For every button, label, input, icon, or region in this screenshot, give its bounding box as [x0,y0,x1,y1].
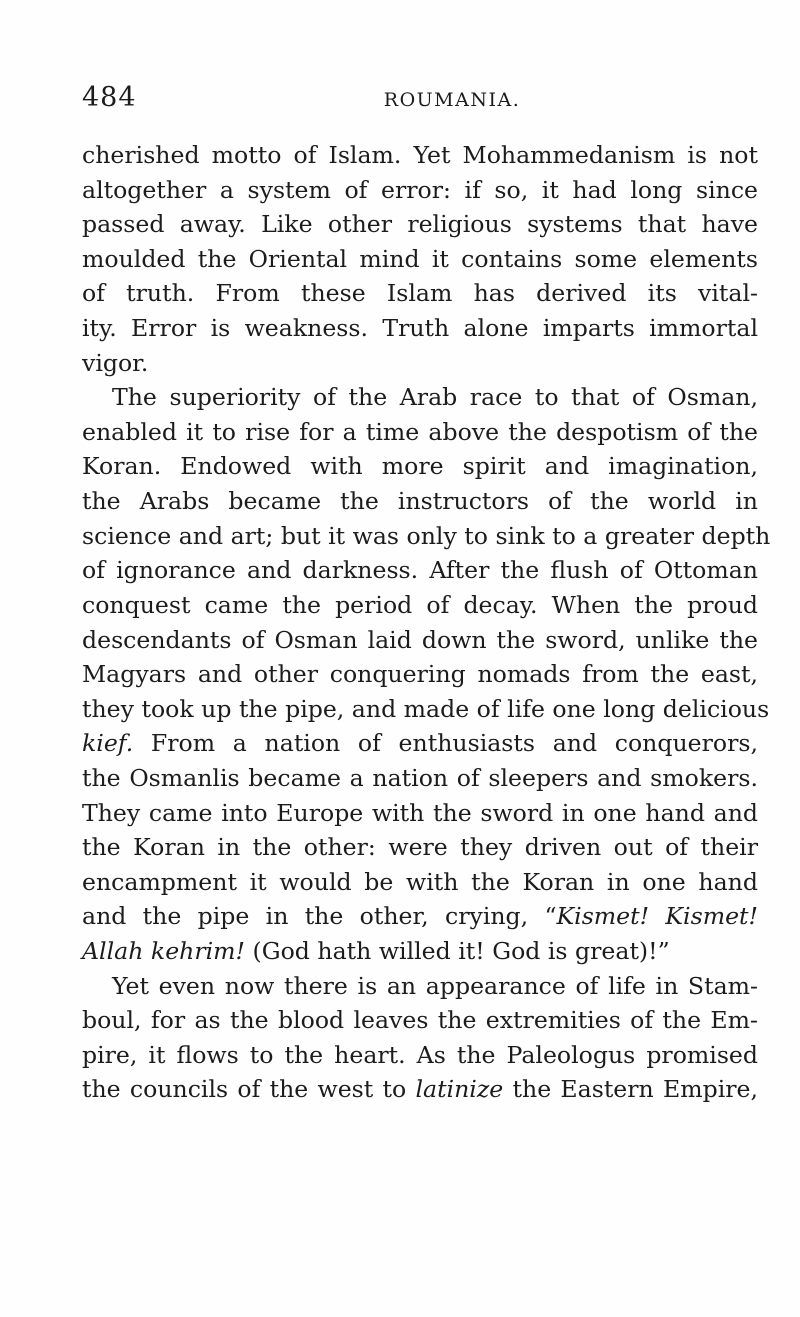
text-line: Magyars and other conquering nomads from the east, [82,660,758,689]
text-line: boul, for as the blood leaves the extremities of the Em- [82,1006,758,1035]
text-line: encampment it would be with the Koran in one hand [82,867,758,896]
text-line: altogether a system of error: if so, it had long since [82,175,758,204]
text-line: The superiority of the Arab race to that of Osman, [112,383,758,412]
text-span: From a nation of enthusiasts and conquerors, [133,729,758,758]
text-line: pire, it flows to the heart. As the Paleologus promised [82,1040,758,1069]
text-line: vigor. [82,348,149,377]
text-line: the Arabs became the instructors of the world in [82,487,758,516]
text-line: of truth. From these Islam has derived its vital- [82,279,758,308]
text-line: of ignorance and darkness. After the flush of Ottoman [82,556,758,585]
italic-word: kief. [82,729,134,758]
page-number: 484 [82,82,137,113]
text-span: the councils of the west to [82,1075,416,1104]
text-line [82,726,758,761]
text-line: ity. Error is weakness. Truth alone imparts immortal [82,314,758,343]
text-span: the Eastern Empire, [503,1075,758,1104]
text-line [82,899,758,934]
text-line: moulded the Oriental mind it contains some elements [82,244,758,273]
text-line: conquest came the period of decay. When the proud [82,590,758,619]
text-span: and the pipe in the other, crying, “ [82,902,557,931]
text-line [82,1072,758,1107]
text-line: the Osmanlis became a nation of sleepers and smokers. [82,763,758,792]
text-line: the Koran in the other: were they driven out of their [82,833,758,862]
body-text [82,138,771,1107]
text-line: Yet even now there is an appearance of life in Stam- [112,971,758,1000]
text-line: enabled it to rise for a time above the despotism of the [82,417,758,446]
text-line: They came into Europe with the sword in one hand and [82,798,758,827]
text-line: passed away. Like other religious systems that have [82,210,758,239]
text-span: (God hath willed it! God is great)!” [245,937,670,966]
text-line [82,934,758,969]
text-line: descendants of Osman laid down the sword, unlike the [82,625,758,654]
text-line: Koran. Endowed with more spirit and imagination, [82,452,758,481]
running-head [82,78,758,118]
text-line: cherished motto of Islam. Yet Mohammedanism is not [82,141,758,169]
italic-phrase: Kismet! Kismet! [556,902,758,931]
running-title: ROUMANIA. [383,89,521,111]
italic-phrase: Allah kehrim! [82,937,246,966]
italic-word: latinize [415,1075,504,1104]
text-line: science and art; but it was only to sink to a greater depth [82,521,771,550]
text-line: they took up the pipe, and made of life one long delicious [82,694,770,723]
